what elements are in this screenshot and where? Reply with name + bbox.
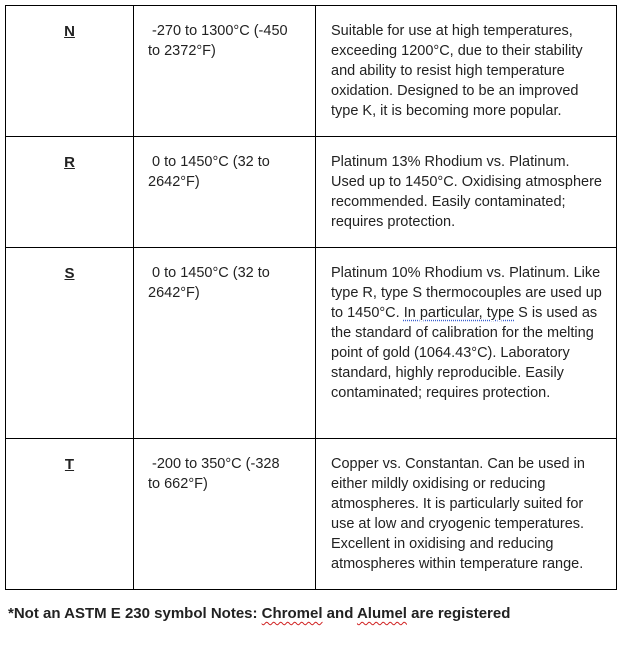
range-line: -200 to 350°C (-328 <box>152 456 280 472</box>
type-cell <box>6 439 134 590</box>
description-cell <box>316 248 617 439</box>
range-cell <box>134 248 316 439</box>
type-code: N <box>64 23 75 40</box>
footnote-text: and <box>322 605 357 622</box>
description-cell <box>316 439 617 590</box>
description-text: Platinum 10% Rhodium vs. Platinum. Like type R, type S thermocouples are used up to 1450°C. <box>331 265 602 321</box>
type-cell <box>6 248 134 439</box>
range-cell <box>134 137 316 248</box>
type-code: S <box>64 265 75 282</box>
footnote-text: *Not an ASTM E 230 symbol Notes: <box>8 605 262 622</box>
range-cell <box>134 439 316 590</box>
table-row <box>6 6 617 137</box>
description-text: S is used as the standard of calibration for the melting point of gold (1064.43°C). Laboratory standard, highly reproducible. Easily contaminated; requires protection. <box>331 305 598 401</box>
grammar-flagged-text: In particular, type <box>403 305 515 321</box>
range-line: 0 to 1450°C (32 to <box>152 265 270 281</box>
range-line: -270 to 1300°C (-450 <box>152 23 288 39</box>
type-cell <box>6 6 134 137</box>
range-line: 2642°F) <box>148 285 200 301</box>
description-cell <box>316 137 617 248</box>
range-line: to 662°F) <box>148 476 208 492</box>
description-text: Copper vs. Constantan. Can be used in either mildly oxidising or reducing atmospheres. It is particularly suited for use at low and cryogenic temperatures. Excellent in oxidising and reducing atmospheres within temperature range. <box>331 456 585 572</box>
type-cell <box>6 137 134 248</box>
spellcheck-word-chromel: Chromel <box>261 605 323 622</box>
description-cell <box>316 6 617 137</box>
table-row <box>6 248 617 439</box>
footnote-text: are registered <box>406 605 511 622</box>
description-text: Platinum 13% Rhodium vs. Platinum. Used up to 1450°C. Oxidising atmosphere recommended. Easily contaminated; requires protection. <box>331 154 602 230</box>
thermocouple-table <box>5 5 617 590</box>
type-code: T <box>64 456 75 473</box>
description-text: Suitable for use at high temperatures, exceeding 1200°C, due to their stability and ability to resist high temperature oxidation. Designed to be an improved type K, it is becoming more popular. <box>331 23 583 119</box>
range-cell <box>134 6 316 137</box>
footnote <box>8 605 510 622</box>
range-line: to 2372°F) <box>148 43 216 59</box>
range-line: 0 to 1450°C (32 to <box>152 154 270 170</box>
type-code: R <box>64 154 75 171</box>
table-row <box>6 137 617 248</box>
range-line: 2642°F) <box>148 174 200 190</box>
table-row <box>6 439 617 590</box>
spellcheck-word-alumel: Alumel <box>356 605 407 622</box>
